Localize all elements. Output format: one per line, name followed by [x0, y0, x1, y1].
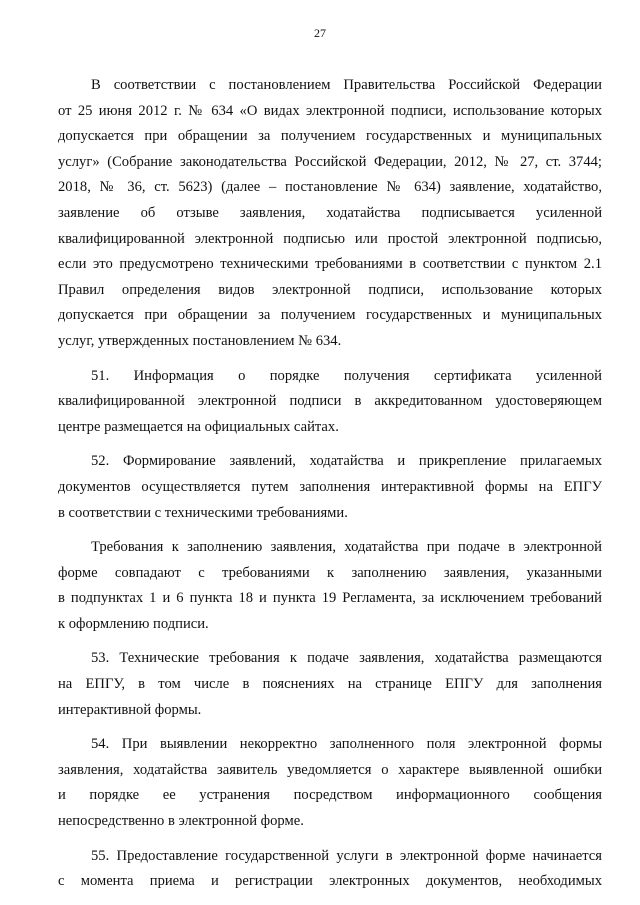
- paragraph: [58, 646, 602, 723]
- paragraph: [58, 364, 602, 441]
- text-line: форме совпадают с требованиями к заполнению заявления, указанными: [58, 564, 602, 581]
- text-line: 2018, № 36, ст. 5623) (далее – постановление № 634) заявление, ходатайство,: [58, 179, 602, 196]
- text-line: с момента приема и регистрации электронных документов, необходимых: [58, 873, 602, 890]
- paragraph: [58, 73, 602, 355]
- document-body: [58, 73, 602, 895]
- text-line: допускается при обращении за получением государственных и муниципальных: [58, 128, 602, 145]
- text-line: и порядке ее устранения посредством информационного сообщения: [58, 787, 602, 804]
- text-line: квалифицированной электронной подписью или простой электронной подписью,: [58, 230, 602, 247]
- text-line: документов осуществляется путем заполнения интерактивной формы на ЕПГУ: [58, 478, 602, 495]
- text-line: 53. Технические требования к подаче заявления, ходатайства размещаются: [91, 650, 602, 667]
- page-number: 27: [314, 26, 326, 40]
- text-line: 51. Информация о порядке получения сертификата усиленной: [91, 367, 602, 384]
- text-line: интерактивной формы.: [58, 701, 202, 718]
- text-line: квалифицированной электронной подписи в аккредитованном удостоверяющем: [58, 393, 602, 410]
- text-line: В соответствии с постановлением Правительства Российской Федерации: [91, 77, 602, 93]
- paragraph: [58, 535, 602, 637]
- text-line: 52. Формирование заявлений, ходатайства и прикрепление прилагаемых: [91, 453, 602, 470]
- paragraph: [58, 844, 602, 895]
- text-line: в подпунктах 1 и 6 пункта 18 и пункта 19 Регламента, за исключением требований: [58, 590, 602, 607]
- text-line: заявление об отзыве заявления, ходатайства подписывается усиленной: [58, 204, 602, 221]
- text-line: 55. Предоставление государственной услуги в электронной форме начинается: [91, 847, 602, 864]
- paragraph: [58, 449, 602, 526]
- text-line: услуг» (Собрание законодательства Российской Федерации, 2012, № 27, ст. 3744;: [58, 153, 602, 170]
- text-line: Правил определения видов электронной подписи, использование которых: [58, 281, 602, 298]
- text-line: Требования к заполнению заявления, ходатайства при подаче в электронной: [91, 539, 602, 556]
- text-line: на ЕПГУ, в том числе в пояснениях на странице ЕПГУ для заполнения: [58, 676, 602, 693]
- text-line: центре размещается на официальных сайтах.: [58, 418, 339, 435]
- text-line: непосредственно в электронной форме.: [58, 813, 304, 830]
- text-line: услуг, утвержденных постановлением № 634.: [58, 332, 342, 349]
- paragraph: [58, 732, 602, 834]
- text-line: в соответствии с техническими требованиями.: [58, 504, 348, 521]
- text-line: 54. При выявлении некорректно заполненного поля электронной формы: [91, 736, 602, 753]
- text-line: к оформлению подписи.: [58, 615, 209, 632]
- text-line: от 25 июня 2012 г. № 634 «О видах электронной подписи, использование которых: [58, 102, 602, 119]
- text-line: если это предусмотрено техническими требованиями в соответствии с пунктом 2.1: [58, 256, 602, 273]
- text-line: заявления, ходатайства заявитель уведомляется о характере выявленной ошибки: [58, 761, 602, 778]
- text-line: допускается при обращении за получением государственных и муниципальных: [58, 307, 602, 324]
